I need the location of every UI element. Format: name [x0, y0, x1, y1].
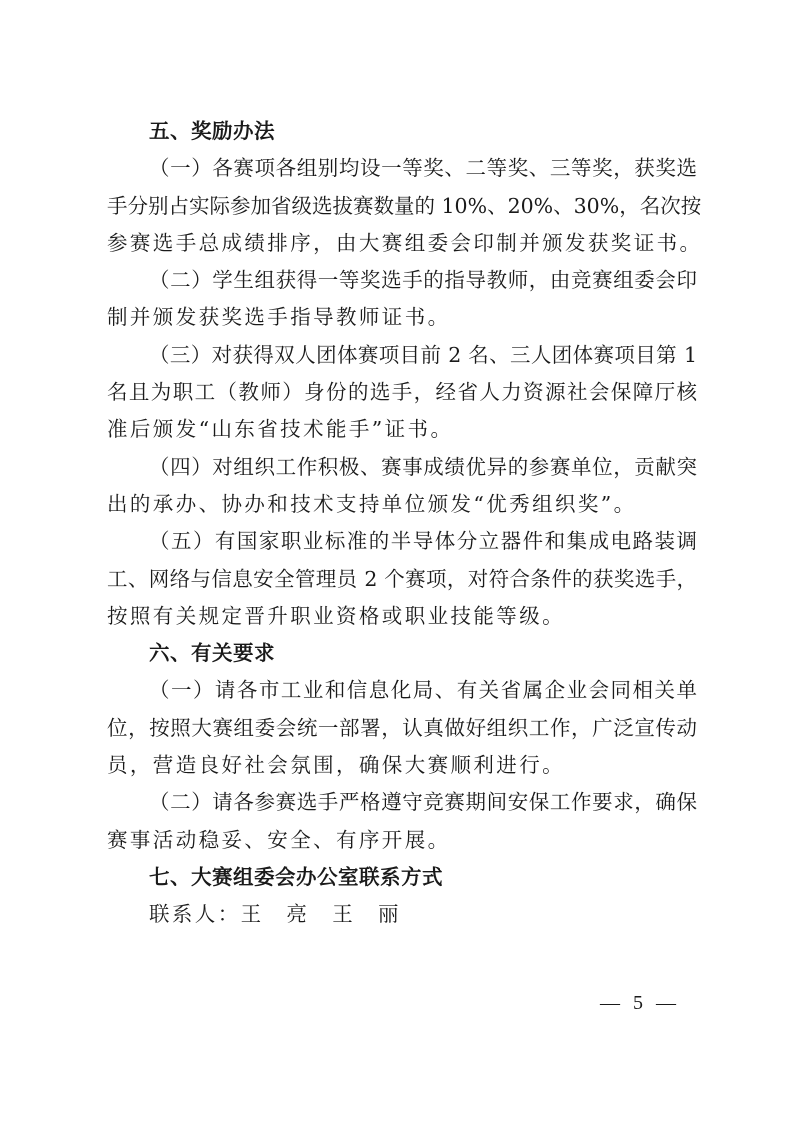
paragraph-contact	[107, 896, 697, 933]
document-body	[107, 113, 703, 934]
paragraph-rewards-4	[107, 449, 697, 524]
text-line: 准后颁发“山东省技术能手”证书。	[107, 417, 454, 442]
text-line: （五）有国家职业标准的半导体分立器件和集成电路装调	[149, 529, 697, 554]
text-line: 参赛选手总成绩排序，由大赛组委会印制并颁发获奖证书。	[107, 230, 703, 255]
text-line: 出的承办、协办和技术支持单位颁发“优秀组织奖”。	[107, 491, 637, 516]
text-line: （三）对获得双人团体赛项目前 2 名、三人团体赛项目第 1	[149, 342, 697, 367]
section-heading-rewards: 五、奖励办法	[149, 119, 275, 143]
text-line: （二）请各参赛选手严格遵守竞赛期间安保工作要求，确保	[149, 790, 697, 815]
section-heading-requirements: 六、有关要求	[149, 641, 275, 666]
paragraph-rewards-2	[107, 262, 697, 337]
contact-persons: 联系人：王 亮 王 丽	[149, 902, 401, 927]
paragraph-requirements-2	[107, 784, 697, 859]
text-line: 位，按照大赛组委会统一部署，认真做好组织工作，广泛宣传动	[107, 715, 697, 740]
text-line: 员，营造良好社会氛围，确保大赛顺利进行。	[107, 753, 565, 778]
text-line: 名且为职工（教师）身份的选手，经省人力资源社会保障厅核	[107, 380, 697, 405]
paragraph-requirements-1	[107, 672, 697, 784]
paragraph-rewards-5	[107, 523, 697, 635]
text-line: 赛事活动稳妥、安全、有序开展。	[107, 827, 451, 852]
text-line: 工、网络与信息安全管理员 2 个赛项，对符合条件的获奖选手，	[107, 566, 697, 591]
paragraph-rewards-1	[107, 150, 703, 262]
text-line: （一）请各市工业和信息化局、有关省属企业会同相关单	[149, 678, 697, 703]
text-line: 手分别占实际参加省级选拔赛数量的 10%、20%、30%，名次按	[107, 193, 702, 218]
page-number: — 5 —	[600, 992, 680, 1014]
text-line: 制并颁发获奖选手指导教师证书。	[107, 305, 451, 330]
text-line: （一）各赛项各组别均设一等奖、二等奖、三等奖，获奖选	[149, 156, 697, 181]
text-line: （二）学生组获得一等奖选手的指导教师，由竞赛组委会印	[149, 268, 697, 293]
section-heading-contact: 七、大赛组委会办公室联系方式	[149, 864, 443, 889]
text-line: 按照有关规定晋升职业资格或职业技能等级。	[107, 603, 565, 628]
text-line: （四）对组织工作积极、赛事成绩优异的参赛单位，贡献突	[149, 454, 697, 479]
paragraph-rewards-3	[107, 337, 697, 449]
